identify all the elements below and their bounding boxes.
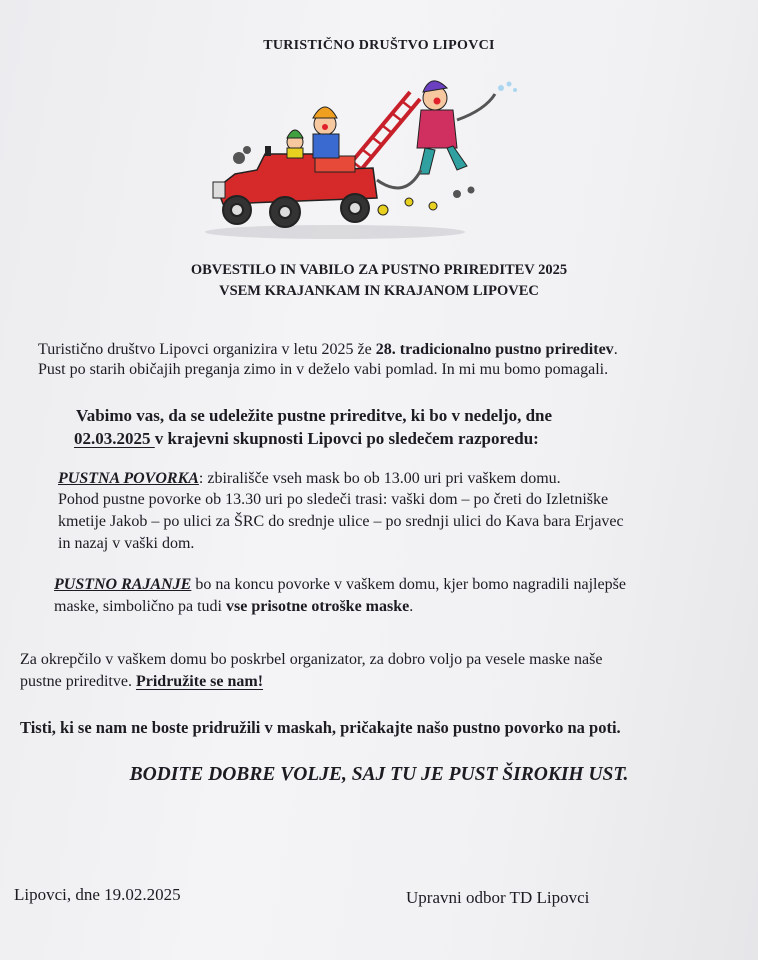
party-text-2: maske, simbolično pa tudi <box>54 598 226 615</box>
refreshment-text: pustne prireditve. <box>20 673 136 690</box>
party-line-1 <box>54 576 626 594</box>
spectators-note: Tisti, ki se nam ne boste pridružili v maskah, pričakajte našo pustno povorko na poti. <box>20 718 621 737</box>
parade-line-1 <box>58 470 561 488</box>
party-heading: PUSTNO RAJANJE <box>54 576 192 593</box>
intro-line-1 <box>38 341 618 359</box>
join-us-text: Pridružite se nam! <box>135 673 264 690</box>
event-date: 02.03.2025 <box>74 429 155 448</box>
parade-line-3: kmetije Jakob – po ulici za ŠRC do srednje ulice – po srednji ulici do Kava bara Erjavec <box>58 513 624 530</box>
motto: BODITE DOBRE VOLJE, SAJ TU JE PUST ŠIROKIH UST. <box>129 764 629 785</box>
intro-line-2: Pust po starih običajih preganja zimo in v deželo vabi pomlad. In mi mu bomo pomagali. <box>38 361 609 378</box>
parade-line-4: in nazaj v vaški dom. <box>58 535 195 552</box>
announcement-subtitle: VSEM KRAJANKAM IN KRAJANOM LIPOVEC <box>219 283 539 299</box>
party-period: . <box>409 598 414 615</box>
invitation-line-2 <box>74 429 539 449</box>
intro-text: Turistično društvo Lipovci organizira v letu 2025 že <box>38 341 376 358</box>
signature: Upravni odbor TD Lipovci <box>406 888 590 907</box>
party-text: bo na koncu povorke v vaškem domu, kjer bomo nagradili najlepše <box>191 576 626 593</box>
parade-heading: PUSTNA POVORKA <box>58 470 199 487</box>
intro-highlight: 28. tradicionalno pustno prireditev <box>375 341 614 358</box>
children-masks-highlight: vse prisotne otroške maske <box>225 598 410 615</box>
place-and-date: Lipovci, dne 19.02.2025 <box>14 885 181 904</box>
refreshment-line-2 <box>20 673 263 691</box>
refreshment-line-1: Za okrepčilo v vaškem domu bo poskrbel organizator, za dobro voljo pa vesele maske naše <box>20 651 603 668</box>
intro-period: . <box>613 341 618 358</box>
invitation-location: v krajevni skupnosti Lipovci po sledečem razporedu: <box>154 429 539 448</box>
party-line-2 <box>54 598 413 616</box>
carnival-fire-truck-clowns-illustration <box>195 70 525 245</box>
organization-name: TURISTIČNO DRUŠTVO LIPOVCI <box>263 38 495 53</box>
parade-line-2: Pohod pustne povorke ob 13.30 uri po sledeči trasi: vaški dom – po čreti do Izletniške <box>58 491 609 508</box>
parade-gathering-text: : zbirališče vseh mask bo ob 13.00 uri pri vaškem domu. <box>198 470 561 487</box>
invitation-line-1: Vabimo vas, da se udeležite pustne prireditve, ki bo v nedeljo, dne <box>76 406 553 425</box>
announcement-title: OBVESTILO IN VABILO ZA PUSTNO PRIREDITEV 2025 <box>190 262 568 278</box>
